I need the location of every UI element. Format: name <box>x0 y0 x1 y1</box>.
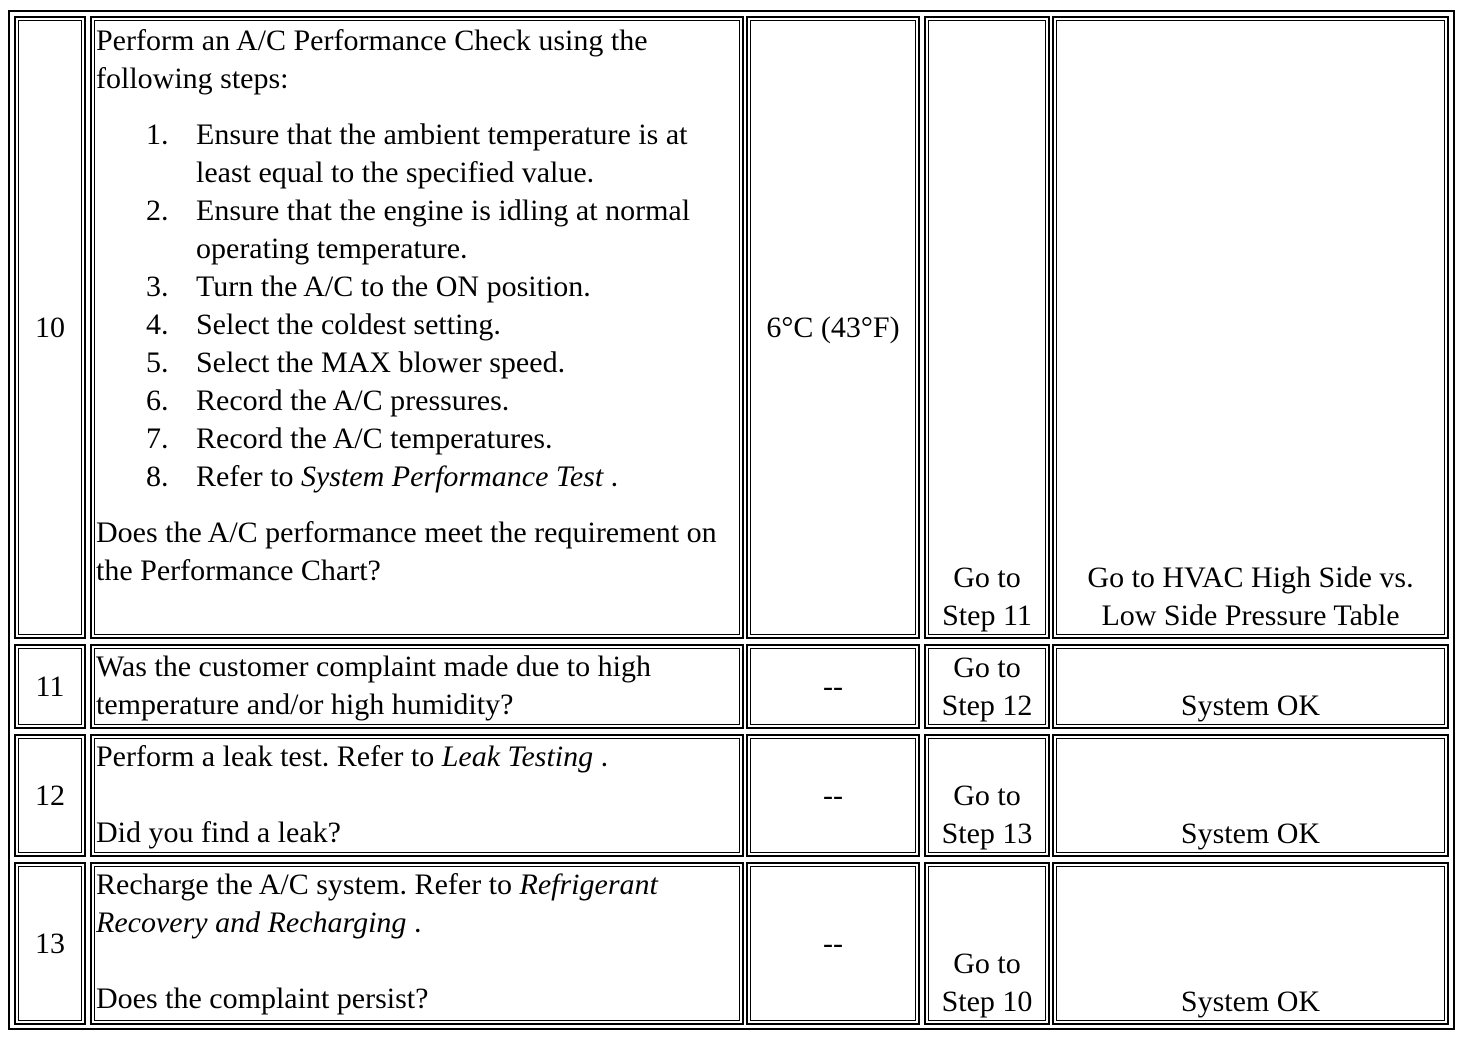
step-number: 10 <box>35 310 65 344</box>
step-number-cell <box>14 734 86 857</box>
value-cell <box>746 862 920 1025</box>
step-number: 12 <box>35 778 65 812</box>
reference-link[interactable]: Leak Testing <box>441 740 594 773</box>
list-item: 8. Refer to System Performance Test . <box>146 460 619 493</box>
action-intro: Perform an A/C Performance Check using the following steps: <box>96 24 648 95</box>
yes-cell <box>924 644 1050 729</box>
step-number-cell <box>14 644 86 729</box>
action-cell <box>90 16 744 639</box>
action-cell <box>90 644 744 729</box>
no-action[interactable]: Go to HVAC High Side vs. Low Side Pressure Table <box>1087 561 1414 632</box>
step-number-cell <box>14 862 86 1025</box>
no-cell <box>1052 734 1449 857</box>
yes-action[interactable]: Go to Step 10 <box>941 947 1033 1018</box>
step-number-cell <box>14 16 86 639</box>
action-text: Perform a leak test. Refer to Leak Testing . <box>96 740 609 773</box>
list-item: 3. Turn the A/C to the ON position. <box>146 270 591 303</box>
action-text: Recharge the A/C system. Refer to Refrigerant Recovery and Recharging . <box>96 868 658 939</box>
action-question: Does the A/C performance meet the requirement on the Performance Chart? <box>96 516 717 587</box>
list-item: 4. Select the coldest setting. <box>146 308 501 341</box>
action-question: Was the customer complaint made due to high temperature and/or high humidity? <box>96 650 651 721</box>
list-item: 1. Ensure that the ambient temperature is at least equal to the specified value. <box>146 118 688 189</box>
yes-cell <box>924 16 1050 639</box>
value-cell <box>746 734 920 857</box>
step-number: 11 <box>35 669 65 703</box>
specified-value: -- <box>823 926 843 960</box>
yes-cell <box>924 862 1050 1025</box>
no-action[interactable]: System OK <box>1180 689 1321 722</box>
specified-value: -- <box>823 778 843 812</box>
value-cell <box>746 16 920 639</box>
list-item: 2. Ensure that the engine is idling at normal operating temperature. <box>146 194 691 265</box>
action-question: Did you find a leak? <box>96 816 341 849</box>
list-item: 5. Select the MAX blower speed. <box>146 346 566 379</box>
no-cell <box>1052 16 1449 639</box>
yes-cell <box>924 734 1050 857</box>
step-number: 13 <box>35 926 65 960</box>
no-cell <box>1052 862 1449 1025</box>
specified-value: 6°C (43°F) <box>766 310 900 344</box>
action-cell <box>90 862 744 1025</box>
value-cell <box>746 644 920 729</box>
procedure-table <box>8 10 1455 1030</box>
yes-action[interactable]: Go to Step 12 <box>941 650 1033 722</box>
reference-link[interactable]: Refrigerant Recovery and Recharging <box>96 868 658 939</box>
action-question: Does the complaint persist? <box>96 982 429 1015</box>
no-cell <box>1052 644 1449 729</box>
yes-action[interactable]: Go to Step 11 <box>942 561 1032 632</box>
list-item: 6. Record the A/C pressures. <box>146 384 510 417</box>
action-cell <box>90 734 744 857</box>
reference-link[interactable]: System Performance Test <box>300 460 604 493</box>
substep-list <box>96 116 734 496</box>
specified-value: -- <box>823 669 843 703</box>
yes-action[interactable]: Go to Step 13 <box>941 779 1033 850</box>
no-action[interactable]: System OK <box>1180 817 1321 850</box>
list-item: 7. Record the A/C temperatures. <box>146 422 553 455</box>
no-action[interactable]: System OK <box>1180 985 1321 1018</box>
